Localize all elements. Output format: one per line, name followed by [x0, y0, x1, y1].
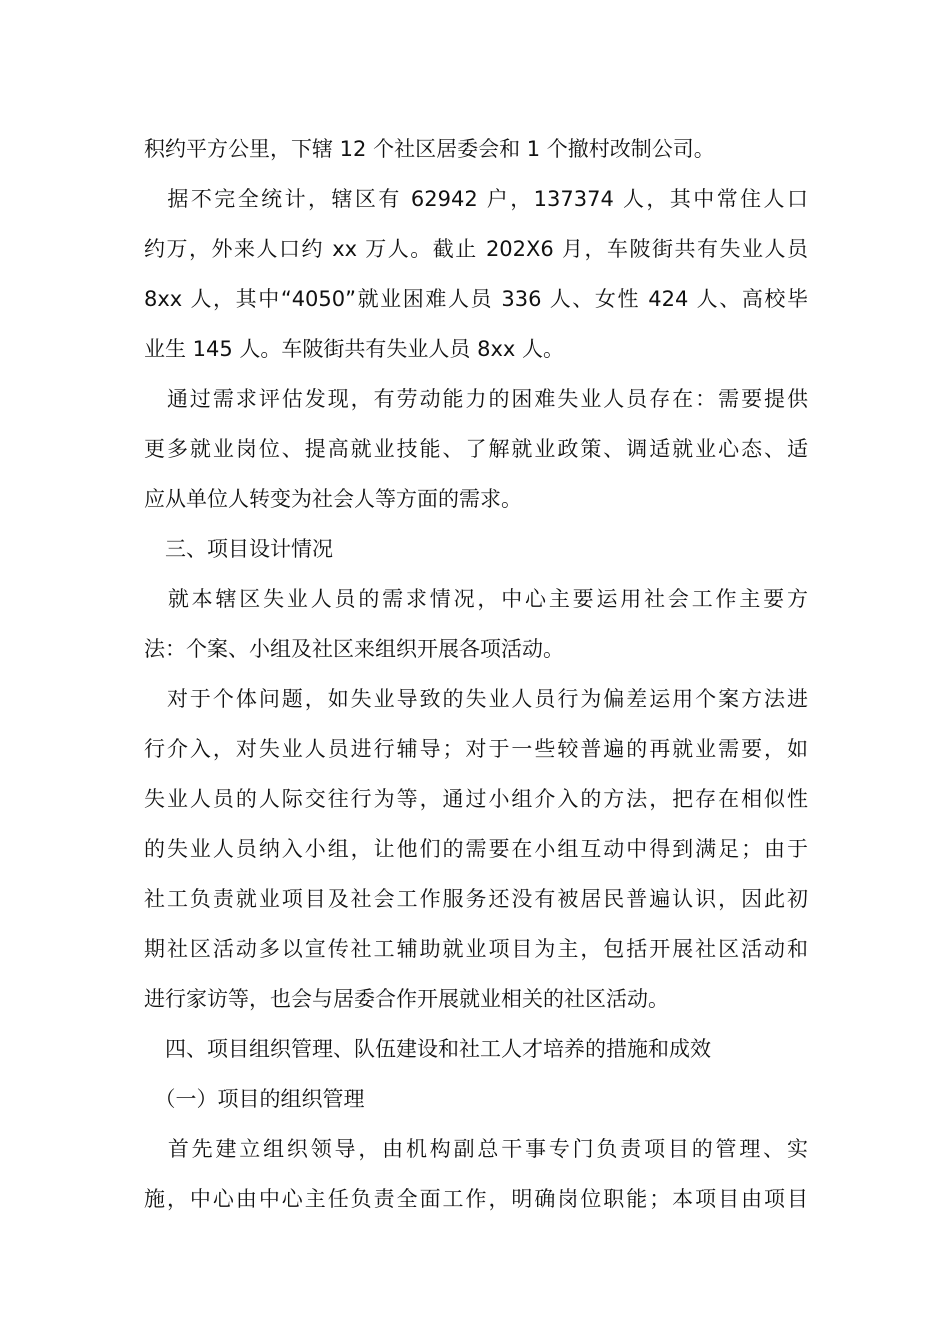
text-line-5: 业生 145 人。车陂街共有失业人员 8xx 人。	[144, 337, 564, 361]
text-line-12: 对于个体问题，如失业导致的失业人员行为偏差运用个案方法进	[144, 687, 808, 711]
document-body	[144, 124, 808, 1224]
text-line-14: 失业人员的人际交往行为等，通过小组介入的方法，把存在相似性	[144, 787, 808, 811]
text-line-11: 法：个案、小组及社区来组织开展各项活动。	[144, 637, 564, 661]
text-line-7: 更多就业岗位、提高就业技能、了解就业政策、调适就业心态、适	[144, 437, 808, 461]
section-heading-4: 四、项目组织管理、队伍建设和社工人才培养的措施和成效	[144, 1037, 711, 1061]
text-line-13: 行介入，对失业人员进行辅导；对于一些较普遍的再就业需要，如	[144, 737, 808, 761]
text-line-6: 通过需求评估发现，有劳动能力的困难失业人员存在：需要提供	[144, 387, 808, 411]
text-line-4: 8xx 人，其中“4050”就业困难人员 336 人、女性 424 人、高校毕	[144, 287, 808, 311]
text-line-3: 约万，外来人口约 xx 万人。截止 202X6 月，车陂街共有失业人员	[144, 237, 808, 261]
text-line-18: 进行家访等，也会与居委合作开展就业相关的社区活动。	[144, 987, 669, 1011]
subsection-heading-1: （一）项目的组织管理	[144, 1087, 365, 1111]
text-line-17: 期社区活动多以宣传社工辅助就业项目为主，包括开展社区活动和	[144, 937, 808, 961]
text-line-21: 首先建立组织领导，由机构副总干事专门负责项目的管理、实	[144, 1137, 808, 1161]
text-line-1: 积约平方公里，下辖 12 个社区居委会和 1 个撤村改制公司。	[144, 137, 715, 161]
text-line-16: 社工负责就业项目及社会工作服务还没有被居民普遍认识，因此初	[144, 887, 808, 911]
text-line-8: 应从单位人转变为社会人等方面的需求。	[144, 487, 522, 511]
section-heading-3: 三、项目设计情况	[144, 537, 333, 561]
text-line-15: 的失业人员纳入小组，让他们的需要在小组互动中得到满足；由于	[144, 837, 808, 861]
text-line-2: 据不完全统计，辖区有 62942 户，137374 人，其中常住人口	[144, 187, 808, 211]
text-line-10: 就本辖区失业人员的需求情况，中心主要运用社会工作主要方	[144, 587, 808, 611]
text-line-22: 施，中心由中心主任负责全面工作，明确岗位职能；本项目由项目	[144, 1187, 808, 1211]
